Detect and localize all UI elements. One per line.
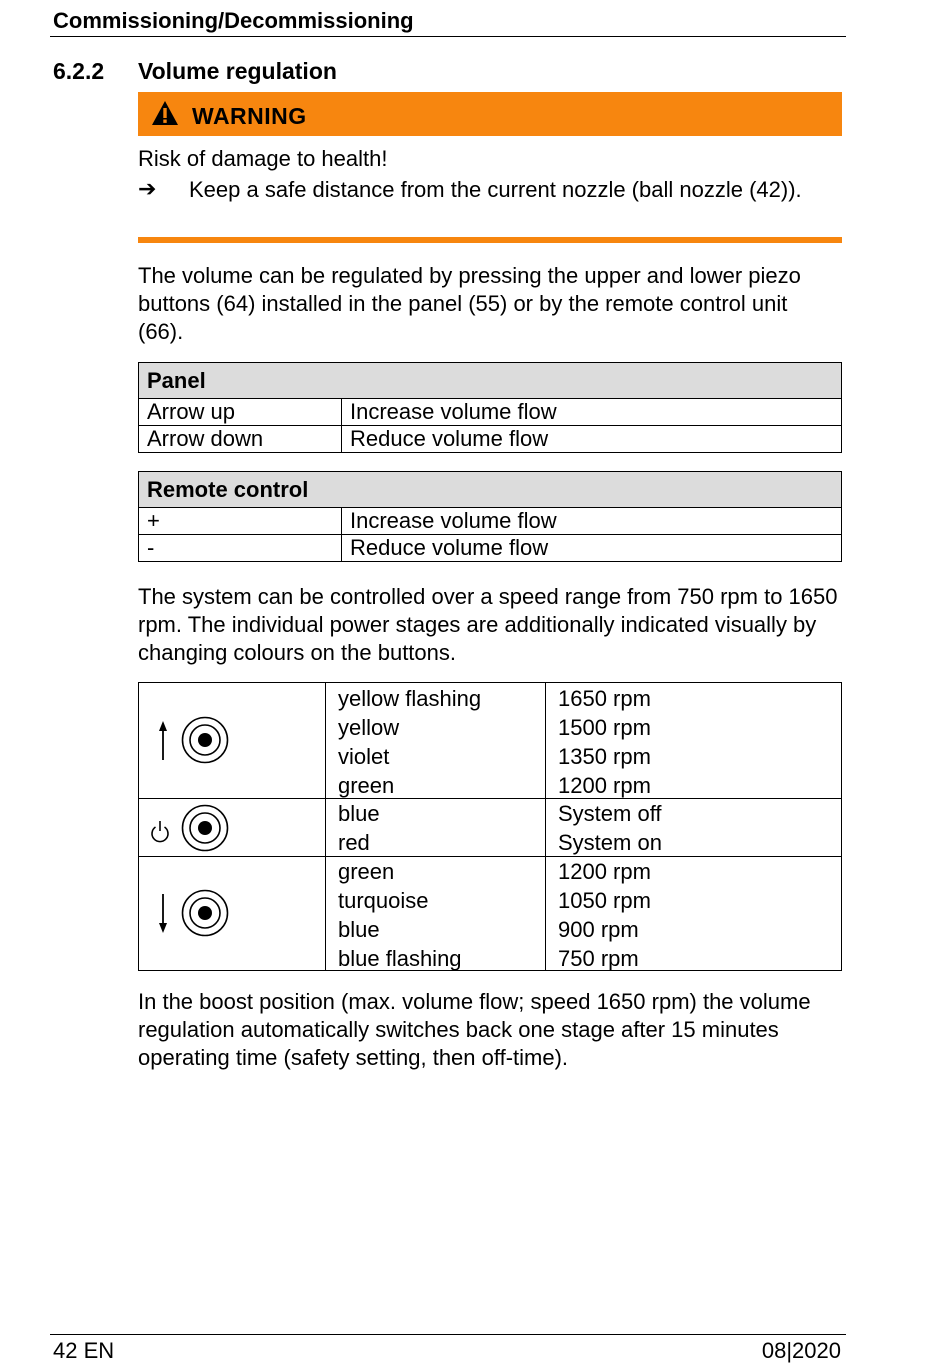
piezo-button-icon [181, 716, 229, 764]
stage-color: green [338, 859, 395, 884]
warning-risk-text: Risk of damage to health! [138, 146, 388, 171]
color-list [338, 857, 462, 973]
stage-color: blue [338, 801, 380, 826]
speed-stage-table [138, 682, 842, 971]
panel-table [138, 362, 842, 453]
table-row [139, 399, 842, 426]
intro-paragraph: The volume can be regulated by pressing the upper and lower piezo buttons (64) installed in the panel (55) or by the remote control unit (66). [138, 263, 801, 344]
table-row [139, 683, 841, 798]
footer-page-number: 42 EN [53, 1338, 115, 1363]
panel-table-heading: Panel [139, 363, 842, 399]
warning-triangle-icon [151, 100, 179, 126]
stage-color: blue [338, 917, 380, 942]
stage-speed: 1500 rpm [558, 715, 651, 740]
chapter-header: Commissioning/Decommissioning [53, 8, 414, 33]
power-icon [150, 819, 170, 843]
table-row [139, 856, 841, 969]
stage-speed: System off [558, 801, 662, 826]
footer-date: 08|2020 [761, 1338, 841, 1363]
section-number: 6.2.2 [53, 58, 105, 84]
table-row [139, 508, 842, 535]
header-rule [50, 36, 846, 37]
table-row [139, 426, 842, 453]
stage-speed: 1050 rpm [558, 888, 651, 913]
color-list [338, 684, 481, 800]
speed-list [558, 684, 651, 800]
remote-table-heading: Remote control [139, 472, 842, 508]
stage-color: turquoise [338, 888, 429, 913]
footer-rule [50, 1334, 846, 1335]
table-value: Reduce volume flow [342, 535, 842, 562]
column-divider [325, 683, 326, 970]
table-key: Arrow down [139, 426, 342, 453]
boost-paragraph: In the boost position (max. volume flow; speed 1650 rpm) the volume regulation automatically switches back one stage after 15 minutes operating time (safety setting, then off-time). [138, 989, 811, 1070]
stage-speed: 1350 rpm [558, 744, 651, 769]
column-divider [545, 683, 546, 970]
stage-color: green [338, 773, 395, 798]
table-value: Reduce volume flow [342, 426, 842, 453]
piezo-button-icon [181, 804, 229, 852]
stage-speed: 750 rpm [558, 946, 639, 971]
instruction-arrow-icon: ➔ [138, 176, 157, 201]
warning-bar [138, 92, 842, 136]
color-list [338, 799, 380, 857]
piezo-button-icon [181, 889, 229, 937]
arrow-up-icon [157, 721, 169, 761]
stage-color: yellow flashing [338, 686, 482, 711]
arrow-down-icon [157, 893, 169, 933]
table-key: + [139, 508, 342, 535]
stage-speed: 1650 rpm [558, 686, 651, 711]
stage-speed: 1200 rpm [558, 773, 651, 798]
warning-label: WARNING [192, 103, 307, 129]
remote-control-table [138, 471, 842, 562]
section-title: Volume regulation [138, 58, 337, 84]
table-value: Increase volume flow [342, 508, 842, 535]
stage-color: violet [338, 744, 390, 769]
stage-speed: 1200 rpm [558, 859, 651, 884]
speed-list [558, 799, 662, 857]
table-key: - [139, 535, 342, 562]
warning-end-rule [138, 237, 842, 243]
stage-speed: System on [558, 830, 662, 855]
table-row [139, 535, 842, 562]
stage-color: yellow [338, 715, 400, 740]
stage-speed: 900 rpm [558, 917, 639, 942]
table-row [139, 798, 841, 856]
speed-range-paragraph: The system can be controlled over a speed range from 750 rpm to 1650 rpm. The individual power stages are additionally indicated visually by changing colours on the buttons. [138, 584, 838, 665]
table-value: Increase volume flow [342, 399, 842, 426]
stage-color: red [338, 830, 370, 855]
stage-color: blue flashing [338, 946, 462, 971]
warning-instruction: Keep a safe distance from the current nozzle (ball nozzle (42)). [189, 177, 802, 202]
table-key: Arrow up [139, 399, 342, 426]
speed-list [558, 857, 651, 973]
